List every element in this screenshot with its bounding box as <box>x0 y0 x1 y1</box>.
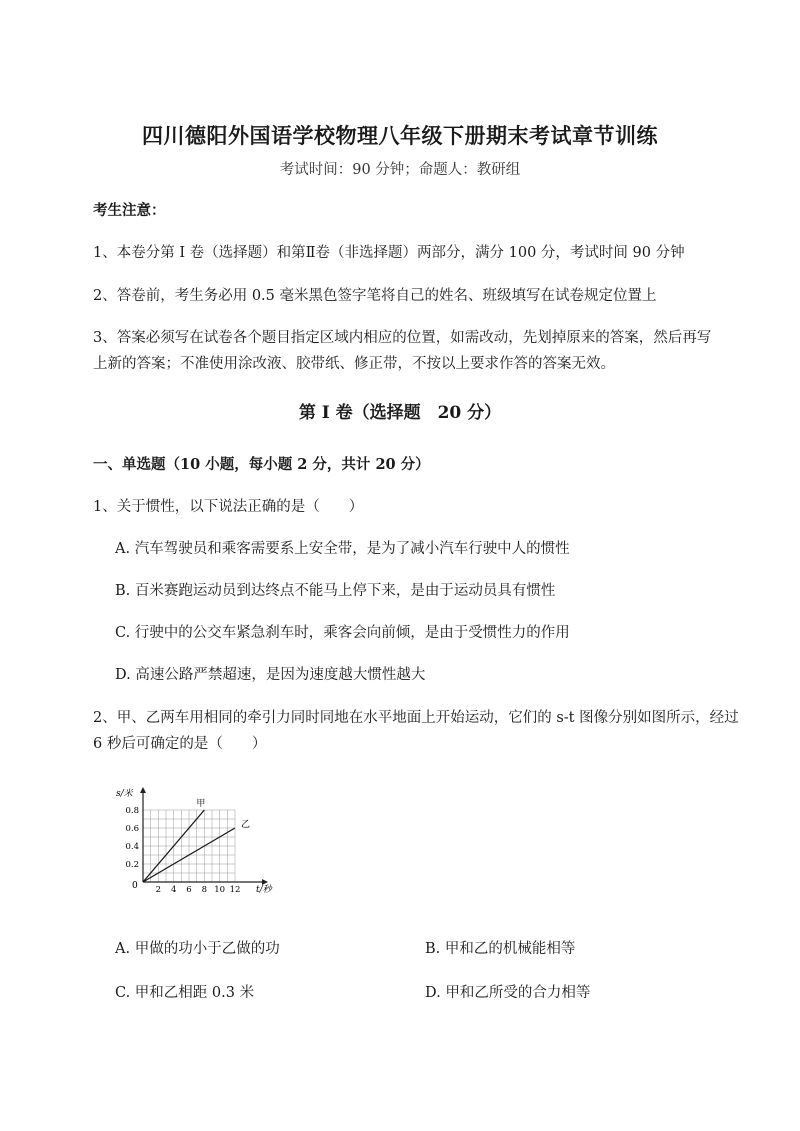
x-tick-label: 6 <box>186 885 192 895</box>
series-label-yi: 乙 <box>241 820 251 830</box>
y-axis-label: s/米 <box>116 789 133 799</box>
y-tick-label: 0.2 <box>125 860 139 870</box>
question-1-option-b[interactable]: B. 百米赛跑运动员到达终点不能马上停下来，是由于运动员具有惯性 <box>115 583 556 599</box>
x-tick-label: 8 <box>201 885 208 895</box>
question-1-option-a[interactable]: A. 汽车驾驶员和乘客需要系上安全带，是为了减小汽车行驶中人的惯性 <box>115 541 570 557</box>
st-graph <box>110 782 280 902</box>
y-tick-label: 0.4 <box>125 842 139 852</box>
question-2-option-b[interactable]: B. 甲和乙的机械能相等 <box>425 941 576 957</box>
question-1-option-c[interactable]: C. 行驶中的公交车紧急刹车时，乘客会向前倾，是由于受惯性力的作用 <box>115 625 570 641</box>
x-axis-label: t/秒 <box>256 885 272 895</box>
question-2-option-a[interactable]: A. 甲做的功小于乙做的功 <box>115 941 280 957</box>
question-2-option-c[interactable]: C. 甲和乙相距 0.3 米 <box>115 985 255 1001</box>
question-2-stem-line-1: 2、甲、乙两车用相同的牵引力同时同地在水平地面上开始运动，它们的 s-t 图像分别如图所示，经过 <box>93 710 739 726</box>
x-tick-label: 2 <box>155 885 162 895</box>
question-1-option-d[interactable]: D. 高速公路严禁超速，是因为速度越大惯性越大 <box>115 667 426 683</box>
y-tick-label: 0.6 <box>125 824 139 834</box>
exam-meta: 考试时间：90 分钟；命题人：教研组 <box>279 162 521 178</box>
question-2-option-d[interactable]: D. 甲和乙所受的合力相等 <box>425 985 591 1001</box>
question-2-stem-line-2: 6 秒后可确定的是（ ） <box>93 736 267 752</box>
notice-item-2: 2、答卷前，考生务必用 0.5 毫米黑色签字笔将自己的姓名、班级填写在试卷规定位置上 <box>93 288 657 304</box>
x-tick-label: 4 <box>170 885 177 895</box>
notice-item-1: 1、本卷分第 I 卷（选择题）和第Ⅱ卷（非选择题）两部分，满分 100 分，考试时间 90 分钟 <box>93 245 685 261</box>
series-label-jia: 甲 <box>196 799 206 809</box>
page-title: 四川德阳外国语学校物理八年级下册期末考试章节训练 <box>142 123 658 148</box>
origin-label: 0 <box>132 881 138 891</box>
y-tick-label: 0.8 <box>125 806 139 816</box>
question-1-stem: 1、关于惯性，以下说法正确的是（ ） <box>93 499 364 515</box>
section-title: 第 I 卷（选择题 20 分） <box>298 403 502 423</box>
part-heading: 一、单选题（10 小题，每小题 2 分，共计 20 分） <box>93 456 430 473</box>
y-axis-arrow-icon <box>140 787 146 793</box>
x-tick-label: 12 <box>229 885 241 895</box>
notice-heading: 考生注意： <box>93 202 166 219</box>
chart-grid <box>143 810 235 882</box>
x-tick-label: 10 <box>214 885 226 895</box>
notice-item-3: 3、答案必须写在试卷各个题目指定区域内相应的位置，如需改动，先划掉原来的答案，然后再写上新的答案；不准使用涂改液、胶带纸、修正带，不按以上要求作答的答案无效。 <box>93 330 712 372</box>
